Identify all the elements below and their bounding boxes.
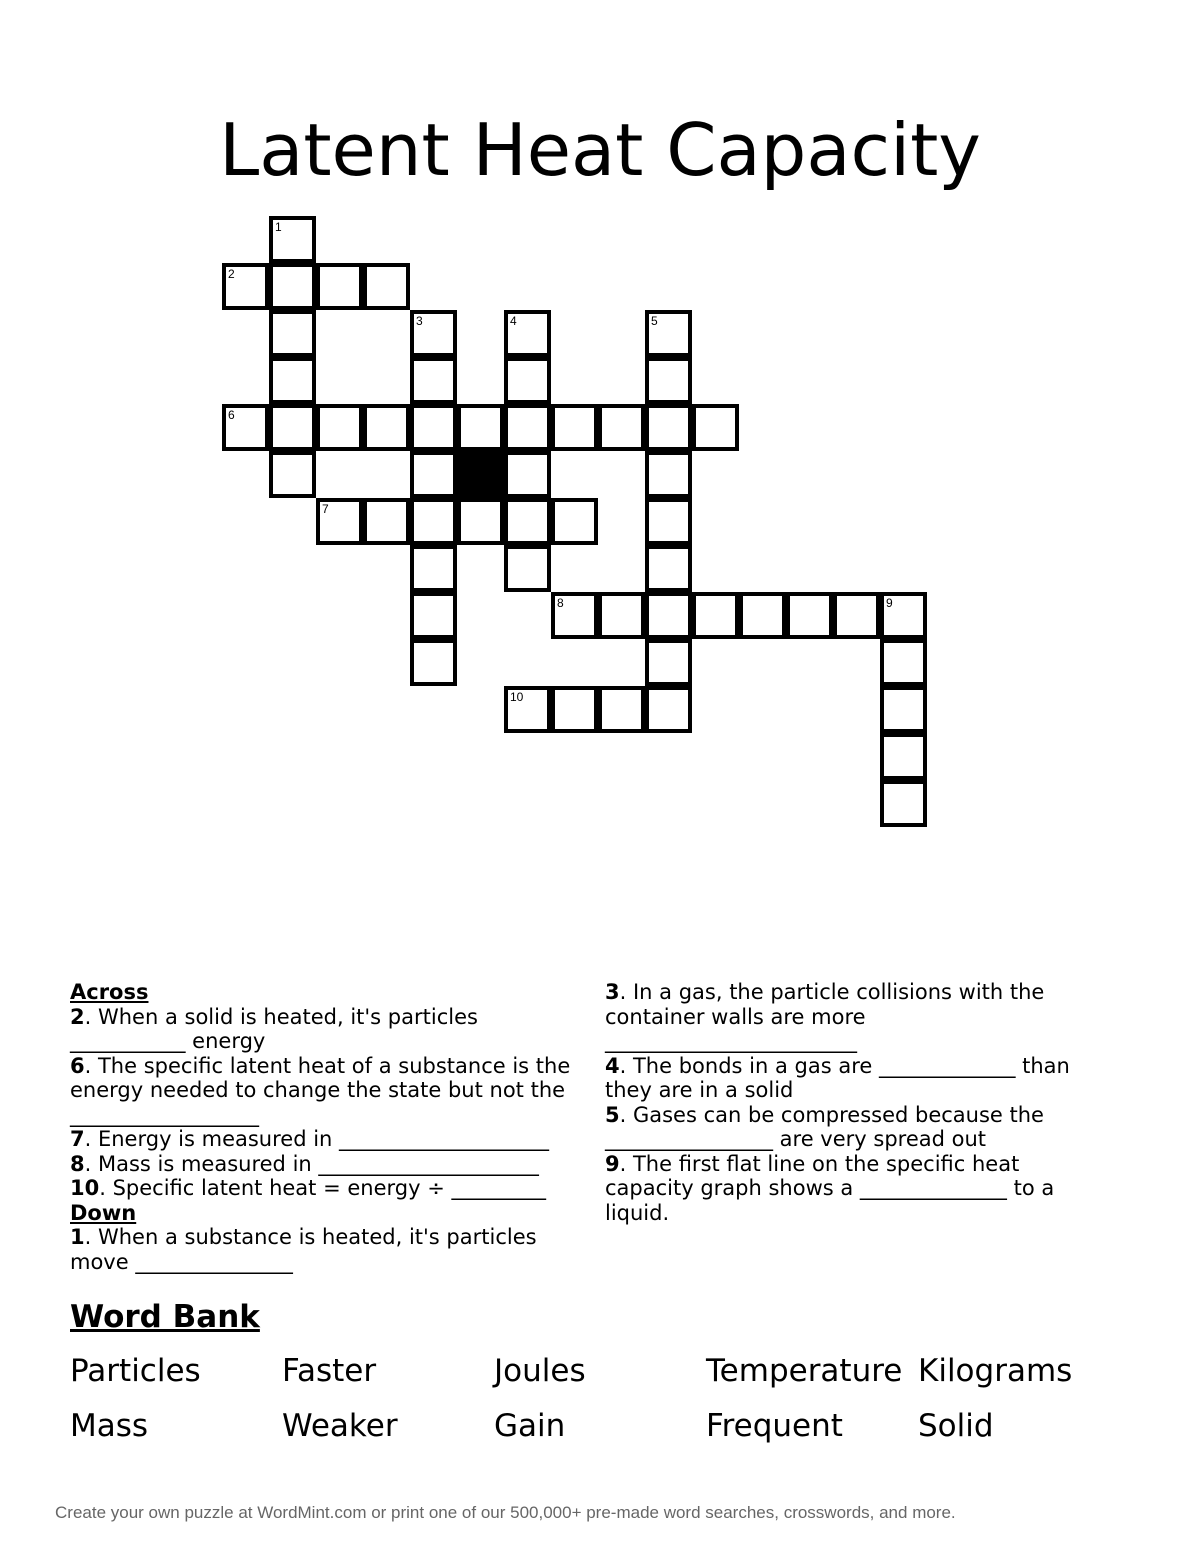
grid-cell[interactable] [269,310,316,357]
clues-section [70,980,1110,1290]
clue-number: 6 [70,1053,85,1078]
grid-cell[interactable] [551,686,598,733]
clue-number: 7 [322,502,329,516]
clues-left-column [70,980,575,1274]
grid-cell[interactable] [645,404,692,451]
clue-2 [70,1005,575,1054]
grid-cell[interactable] [880,639,927,686]
grid-cell[interactable] [833,592,880,639]
grid-cell[interactable] [269,451,316,498]
grid-cell[interactable] [880,780,927,827]
grid-cell[interactable] [504,357,551,404]
grid-cell[interactable] [880,733,927,780]
clue-6 [70,1054,575,1128]
clue-text: . Gases can be compressed because the ________________ are very spread out [605,1102,1044,1151]
clue-text: . Specific latent heat = energy ÷ _________ [99,1176,546,1200]
word-bank-item: Kilograms [918,1353,1073,1389]
grid-cell[interactable] [551,404,598,451]
grid-cell[interactable] [598,592,645,639]
clue-3 [605,980,1105,1054]
grid-cell[interactable] [598,686,645,733]
word-bank-title: Word Bank [70,1299,260,1335]
grid-cell[interactable] [880,592,927,639]
clue-number: 7 [70,1127,85,1151]
clue-number: 2 [228,267,235,281]
clue-number: 9 [886,596,893,610]
grid-cell[interactable] [645,357,692,404]
grid-cell[interactable] [645,639,692,686]
clue-9 [605,1152,1105,1226]
clue-number: 5 [651,314,658,328]
across-heading: Across [70,980,149,1004]
word-bank-item: Solid [918,1408,994,1444]
grid-cell[interactable] [645,498,692,545]
grid-cell[interactable] [504,310,551,357]
grid-cell[interactable] [410,357,457,404]
clue-number: 2 [70,1004,85,1029]
word-bank-item: Mass [70,1408,149,1444]
grid-cell[interactable] [504,404,551,451]
grid-cell[interactable] [410,592,457,639]
grid-cell[interactable] [363,404,410,451]
down-clue-list-continued [605,980,1105,1225]
grid-cell[interactable] [645,686,692,733]
grid-cell[interactable] [504,451,551,498]
word-bank-item: Faster [282,1353,377,1389]
grid-cell[interactable] [880,686,927,733]
grid-cell[interactable] [504,545,551,592]
grid-cell[interactable] [363,263,410,310]
grid-cell[interactable] [739,592,786,639]
word-bank-item: Temperature [706,1353,903,1389]
clue-7 [70,1127,575,1152]
clue-number: 10 [70,1176,100,1200]
clue-8 [70,1152,575,1177]
clue-text: . The first flat line on the specific heat capacity graph shows a ______________ to a liquid. [605,1151,1055,1225]
grid-cell[interactable] [410,310,457,357]
clue-number: 8 [70,1151,85,1176]
grid-cell[interactable] [222,263,269,310]
grid-cell[interactable] [504,686,551,733]
grid-cell[interactable] [269,357,316,404]
grid-cell[interactable] [269,216,316,263]
page-title: Latent Heat Capacity [219,108,981,192]
grid-cell[interactable] [410,404,457,451]
clue-number: 4 [605,1053,620,1078]
word-bank-item: Particles [70,1353,201,1389]
word-bank-item: Weaker [282,1408,398,1444]
clue-number: 6 [228,408,235,422]
grid-cell[interactable] [222,404,269,451]
clue-number: 3 [605,980,620,1004]
grid-black-cell [457,451,504,498]
clue-text: . Mass is measured in _____________________ [84,1151,539,1176]
grid-cell[interactable] [269,263,316,310]
clues-right-column [605,980,1105,1225]
clue-number: 10 [510,690,524,704]
clue-number: 8 [557,596,564,610]
clue-text: . When a solid is heated, it's particles ___________ energy [70,1004,478,1053]
grid-cell[interactable] [645,310,692,357]
clue-text: . The bonds in a gas are _____________ than they are in a solid [605,1053,1070,1102]
grid-cell[interactable] [316,404,363,451]
clue-number: 1 [70,1225,85,1249]
clue-number: 9 [605,1151,620,1176]
grid-cell[interactable] [551,592,598,639]
grid-cell[interactable] [692,592,739,639]
word-bank-item: Joules [494,1353,586,1389]
clue-number: 4 [510,314,517,328]
grid-cell[interactable] [269,404,316,451]
grid-cell[interactable] [316,498,363,545]
grid-cell[interactable] [598,404,645,451]
grid-cell[interactable] [551,498,598,545]
clue-text: . In a gas, the particle collisions with the container walls are more ________________________ [605,980,1045,1053]
clue-text: . Energy is measured in ____________________ [84,1127,550,1151]
grid-cell[interactable] [457,498,504,545]
clue-1 [70,1225,575,1274]
grid-cell[interactable] [645,592,692,639]
grid-cell[interactable] [645,545,692,592]
word-bank [70,1350,1130,1447]
word-bank-item: Frequent [706,1408,843,1444]
grid-cell[interactable] [457,404,504,451]
clue-number: 1 [275,220,282,234]
clue-number: 5 [605,1102,620,1127]
grid-cell[interactable] [692,404,739,451]
grid-cell[interactable] [363,498,410,545]
grid-cell[interactable] [504,498,551,545]
clue-text: . The specific latent heat of a substance is the energy needed to change the state but not the __________________ [70,1053,571,1127]
grid-cell[interactable] [410,545,457,592]
across-clue-list [70,1005,575,1201]
clue-5 [605,1103,1105,1152]
clue-4 [605,1054,1105,1103]
grid-cell[interactable] [316,263,363,310]
grid-cell[interactable] [786,592,833,639]
down-clue-list [70,1225,575,1274]
clue-10 [70,1176,575,1201]
grid-cell[interactable] [410,451,457,498]
clue-text: . When a substance is heated, it's particles move _______________ [70,1225,537,1274]
grid-cell[interactable] [410,498,457,545]
grid-cell[interactable] [410,639,457,686]
word-bank-item: Gain [494,1408,566,1444]
footer-text: Create your own puzzle at WordMint.com or print one of our 500,000+ pre-made word searches, crosswords, and more. [55,1503,956,1522]
grid-cell[interactable] [645,451,692,498]
down-heading: Down [70,1200,137,1225]
clue-number: 3 [416,314,423,328]
